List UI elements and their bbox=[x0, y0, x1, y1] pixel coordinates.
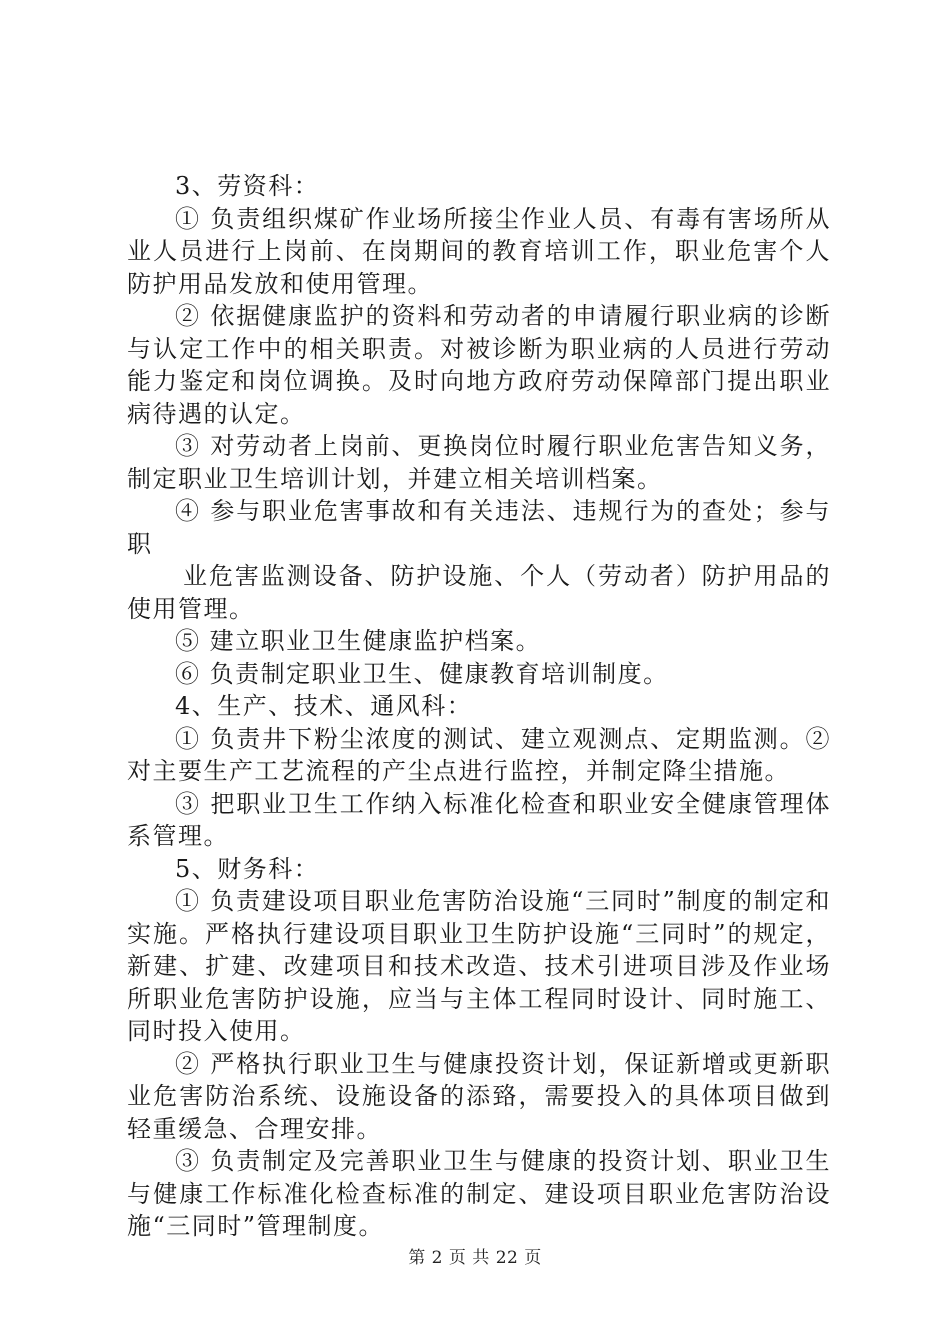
page-number-footer: 第 2 页 共 22 页 bbox=[408, 1248, 542, 1268]
section-heading-finance: 5、财务科： bbox=[175, 854, 320, 883]
paragraph: ① 负责建设项目职业危害防治设施“三同时”制度的制定和实施。严格执行建设项目职业卫生防护设施“三同时”的规定，新建、扩建、改建项目和技术改造、技术引进项目涉及作业场所职业危害防护设施，应当与主体工程同时设计、同时施工、同时投入使用。 bbox=[127, 887, 831, 1045]
paragraph: ① 负责组织煤矿作业场所接尘作业人员、有毒有害场所从业人员进行上岗前、在岗期间的教育培训工作，职业危害个人防护用品发放和使用管理。 bbox=[127, 204, 831, 298]
document-body bbox=[127, 170, 831, 1243]
paragraph: ② 依据健康监护的资料和劳动者的申请履行职业病的诊断与认定工作中的相关职责。对被诊断为职业病的人员进行劳动能力鉴定和岗位调换。及时向地方政府劳动保障部门提出职业病待遇的认定。 bbox=[127, 302, 831, 428]
section-heading-labor: 3、劳资科： bbox=[175, 172, 320, 200]
paragraph: ⑥ 负责制定职业卫生、健康教育培训制度。 bbox=[175, 659, 669, 688]
paragraph: ④ 参与职业危害事故和有关违法、违规行为的查处；参与职 bbox=[127, 497, 831, 558]
paragraph: ⑤ 建立职业卫生健康监护档案。 bbox=[175, 627, 542, 655]
paragraph: ① 负责井下粉尘浓度的测试、建立观测点、定期监测。② 对主要生产工艺流程的产尘点进行监控，并制定降尘措施。 bbox=[127, 724, 831, 785]
paragraph: ③ 把职业卫生工作纳入标准化检查和职业安全健康管理体系管理。 bbox=[127, 789, 831, 850]
paragraph: 业危害监测设备、防护设施、个人（劳动者）防护用品的使用管理。 bbox=[127, 562, 831, 623]
paragraph: ② 严格执行职业卫生与健康投资计划，保证新增或更新职业危害防治系统、设施设备的添臵，需要投入的具体项目做到轻重缓急、合理安排。 bbox=[127, 1049, 831, 1143]
section-heading-production: 4、生产、技术、通风科： bbox=[175, 692, 473, 720]
paragraph: ③ 对劳动者上岗前、更换岗位时履行职业危害告知义务，制定职业卫生培训计划，并建立相关培训档案。 bbox=[127, 432, 831, 493]
paragraph: ③ 负责制定及完善职业卫生与健康的投资计划、职业卫生与健康工作标准化检查标准的制定、建设项目职业危害防治设施“三同时”管理制度。 bbox=[127, 1147, 831, 1240]
